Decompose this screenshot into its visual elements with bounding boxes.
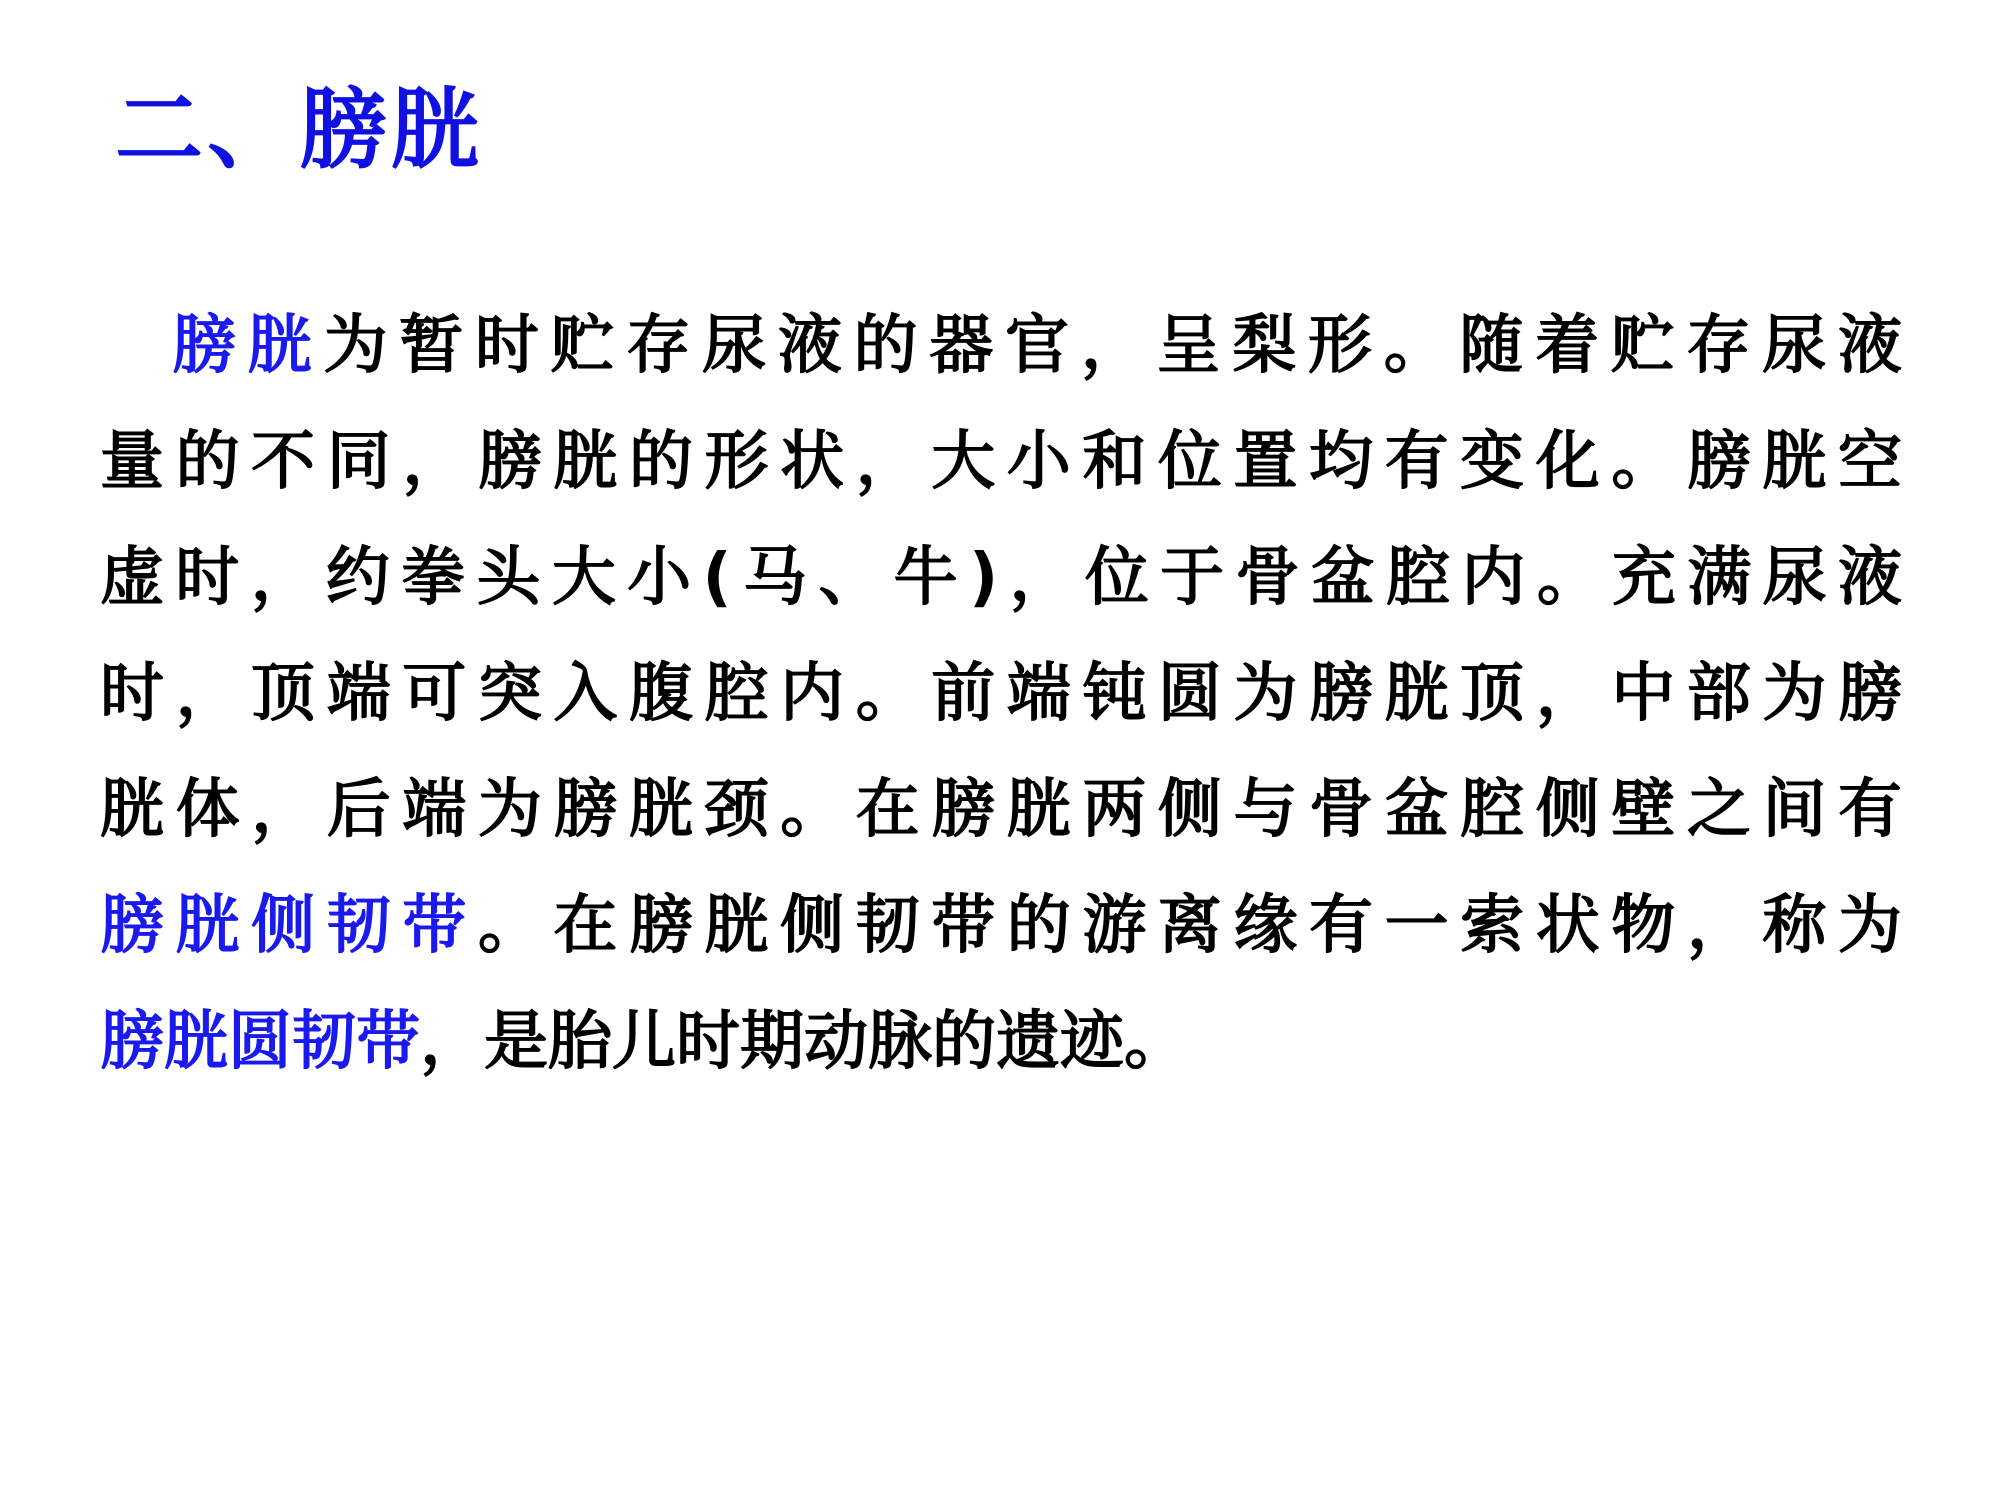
line-4-text: 时，顶端可突入腹腔内。前端钝圆为膀胱顶，中部为膀 (100, 657, 1902, 731)
paragraph-line-7 (100, 984, 1902, 1100)
paragraph-line-5 (100, 752, 1902, 868)
slide-body-paragraph (100, 288, 1902, 1100)
line-1-text: 为暂时贮存尿液的器官，呈梨形。随着贮存尿液 (323, 309, 1903, 383)
line-6-text: 。在膀胱侧韧带的游离缘有一索状物，称为 (477, 889, 1902, 963)
line-5-text: 胱体，后端为膀胱颈。在膀胱两侧与骨盆腔侧壁之间有 (100, 773, 1902, 847)
paragraph-line-2 (100, 404, 1902, 520)
term-bladder-round-ligament: 膀胱圆韧带 (100, 1005, 420, 1079)
term-bladder: 膀胱 (172, 309, 324, 383)
paragraph-line-1 (100, 288, 1902, 404)
term-bladder-lateral-ligament: 膀胱侧韧带 (100, 889, 478, 963)
paragraph-line-4 (100, 636, 1902, 752)
paragraph-line-3 (100, 520, 1902, 636)
paragraph-line-6 (100, 868, 1902, 984)
line-3-text: 虚时，约拳头大小(马、牛)，位于骨盆腔内。充满尿液 (100, 541, 1902, 615)
line-2-text: 量的不同，膀胱的形状，大小和位置均有变化。膀胱空 (100, 425, 1902, 499)
slide-title: 二、膀胱 (115, 78, 484, 181)
line-7-text: ，是胎儿时期动脉的遗迹。 (420, 1005, 1188, 1079)
